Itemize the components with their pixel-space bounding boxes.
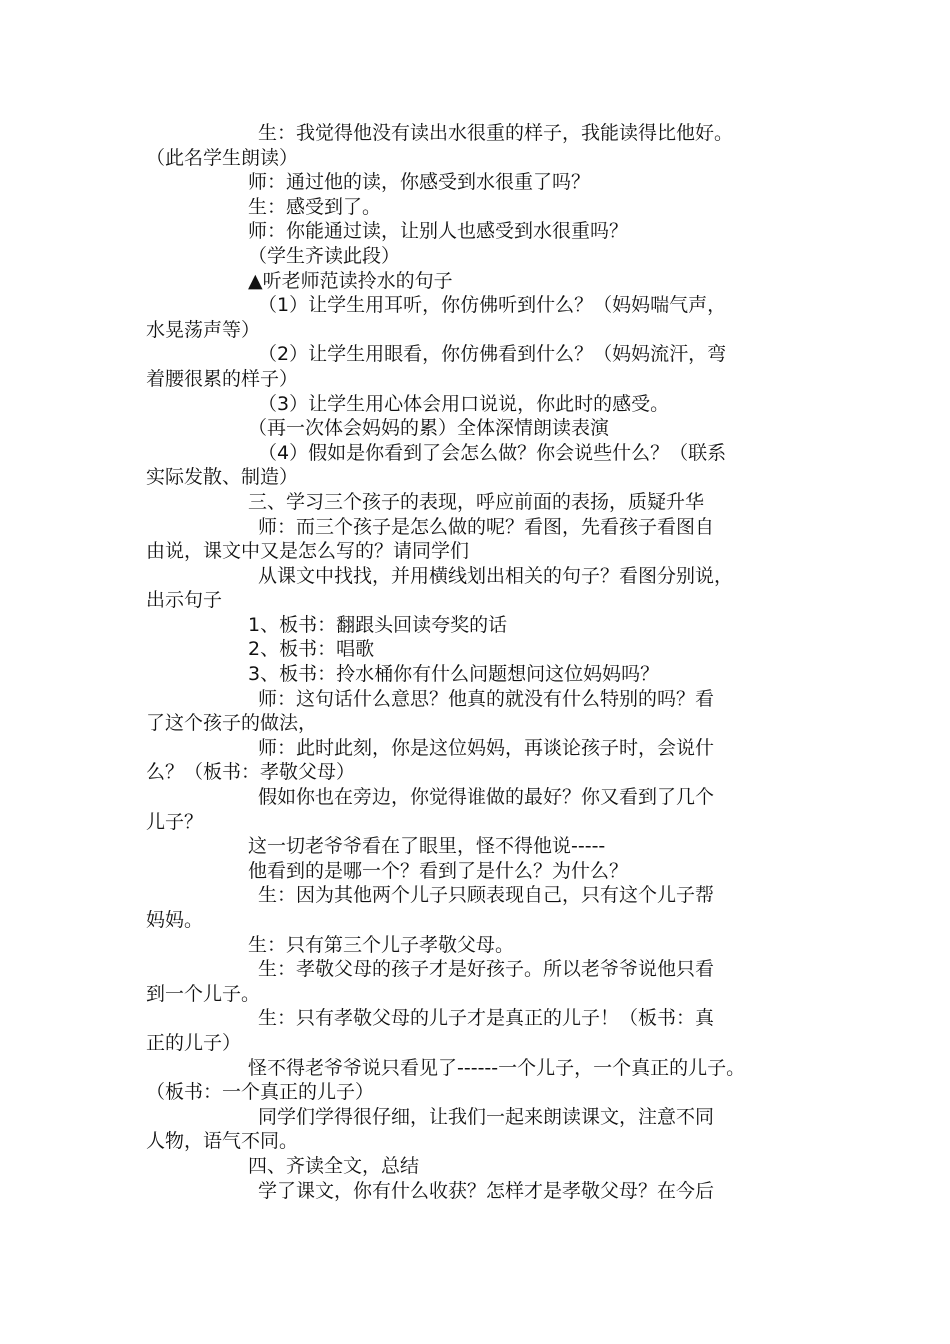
text-line: 2、板书：唱歌 bbox=[248, 638, 375, 661]
text-line: 了这个孩子的做法， bbox=[146, 712, 318, 735]
document-body bbox=[146, 121, 836, 1203]
text-line: 师：通过他的读，你感受到水很重了吗？ bbox=[248, 171, 591, 194]
text-line: 出示句子 bbox=[146, 589, 223, 612]
text-line: 怪不得老爷爷说只看见了------一个儿子，一个真正的儿子。 bbox=[248, 1056, 746, 1079]
text-line: （学生齐读此段） bbox=[248, 244, 401, 267]
text-line: （再一次体会妈妈的累）全体深情朗读表演 bbox=[248, 417, 610, 440]
text-line: （4）假如是你看到了会怎么做？你会说些什么？（联系 bbox=[258, 441, 727, 464]
text-line: 生：只有孝敬父母的儿子才是真正的儿子！（板书：真 bbox=[258, 1007, 715, 1030]
text-line: 生：孝敬父母的孩子才是好孩子。所以老爷爷说他只看 bbox=[258, 958, 715, 981]
text-line: 师：此时此刻，你是这位妈妈，再谈论孩子时，会说什 bbox=[258, 736, 715, 759]
text-line: 实际发散、制造） bbox=[146, 466, 299, 489]
text-line: （3）让学生用心体会用口说说，你此时的感受。 bbox=[258, 392, 670, 415]
text-line: （2）让学生用眼看，你仿佛看到什么？（妈妈流汗，弯 bbox=[258, 343, 727, 366]
text-line: 师：这句话什么意思？他真的就没有什么特别的吗？看 bbox=[258, 687, 715, 710]
text-line: 生：因为其他两个儿子只顾表现自己，只有这个儿子帮 bbox=[258, 884, 715, 907]
text-line: （板书：一个真正的儿子） bbox=[146, 1081, 375, 1104]
text-line: 着腰很累的样子） bbox=[146, 367, 299, 390]
text-line: 3、板书：拎水桶你有什么问题想问这位妈妈吗？ bbox=[248, 663, 660, 686]
text-line: 到一个儿子。 bbox=[146, 982, 261, 1005]
text-line: 么？（板书：孝敬父母） bbox=[146, 761, 356, 784]
text-line: 生：只有第三个儿子孝敬父母。 bbox=[248, 933, 515, 956]
text-line: 正的儿子） bbox=[146, 1031, 242, 1054]
text-line: 水晃荡声等） bbox=[146, 318, 261, 341]
text-line: 师：你能通过读，让别人也感受到水很重吗？ bbox=[248, 220, 629, 243]
text-line: 同学们学得很仔细，让我们一起来朗读课文，注意不同 bbox=[258, 1105, 715, 1128]
text-line: 人物，语气不同。 bbox=[146, 1130, 299, 1153]
text-line: （此名学生朗读） bbox=[146, 146, 299, 169]
text-line: 师：而三个孩子是怎么做的呢？看图，先看孩子看图自 bbox=[258, 515, 715, 538]
text-line: ▲听老师范读拎水的句子 bbox=[248, 269, 453, 292]
text-line: 这一切老爷爷看在了眼里，怪不得他说----- bbox=[248, 835, 606, 858]
text-line: 妈妈。 bbox=[146, 909, 204, 931]
text-line: 由说，课文中又是怎么写的？请同学们 bbox=[146, 540, 470, 563]
text-line: 他看到的是哪一个？看到了是什么？为什么？ bbox=[248, 859, 629, 882]
text-line: 1、板书：翻跟头回读夸奖的话 bbox=[248, 613, 508, 636]
text-line: 生：我觉得他没有读出水很重的样子，我能读得比他好。 bbox=[258, 122, 734, 144]
text-line: 儿子？ bbox=[146, 810, 204, 833]
text-line: 生：感受到了。 bbox=[248, 195, 382, 218]
text-line: 从课文中找找，并用横线划出相关的句子？看图分别说， bbox=[258, 564, 734, 587]
text-line: 四、齐读全文，总结 bbox=[248, 1154, 420, 1177]
text-line: 假如你也在旁边，你觉得谁做的最好？你又看到了几个 bbox=[258, 786, 715, 809]
text-line: 学了课文，你有什么收获？怎样才是孝敬父母？在今后 bbox=[258, 1179, 715, 1202]
text-line: （1）让学生用耳听，你仿佛听到什么？（妈妈喘气声， bbox=[258, 294, 727, 317]
text-line: 三、学习三个孩子的表现，呼应前面的表扬，质疑升华 bbox=[248, 490, 705, 513]
